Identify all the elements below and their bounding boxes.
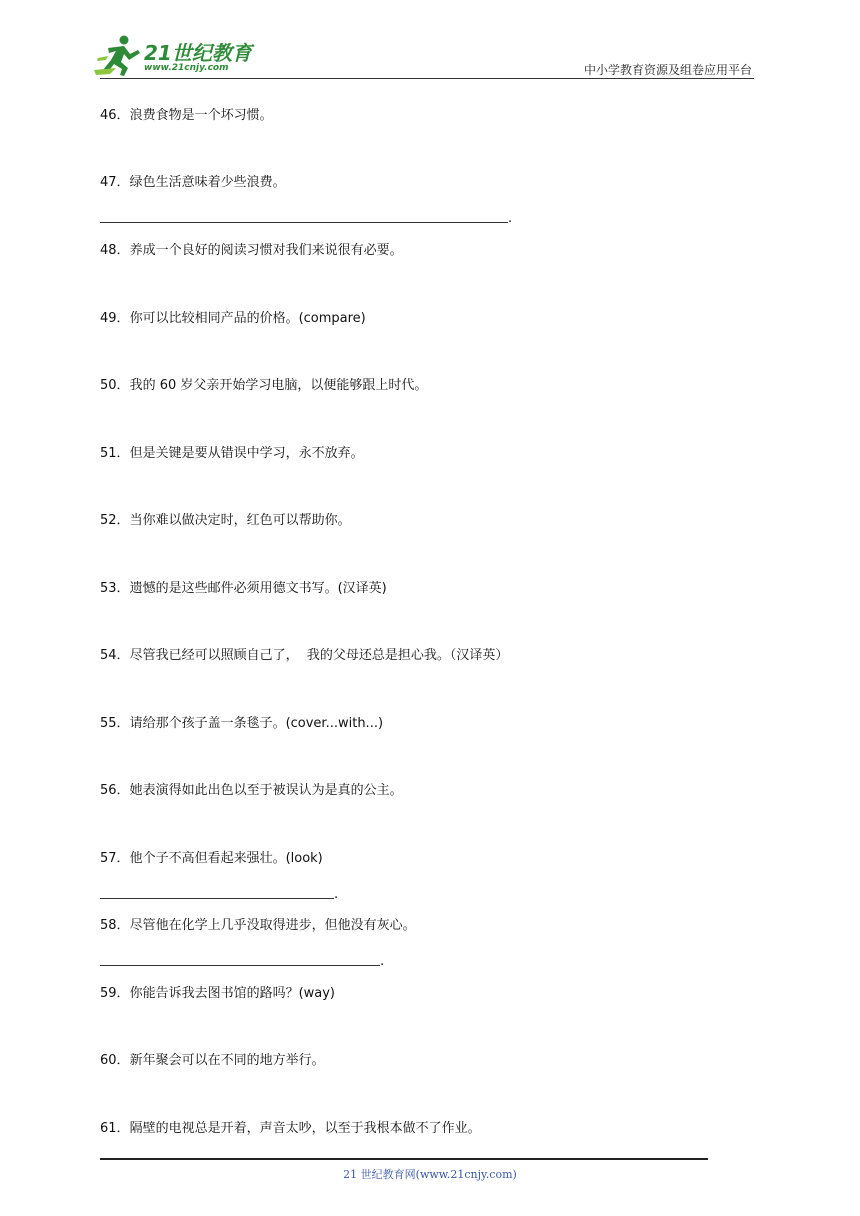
site-logo bbox=[94, 34, 254, 78]
question-text: 绿色生活意味着少些浪费。 bbox=[129, 175, 286, 190]
question-text: 她表演得如此出色以至于被误认为是真的公主。 bbox=[129, 783, 403, 798]
logo-url: www.21cnjy.com bbox=[144, 63, 229, 73]
question-number: 47 ． bbox=[100, 174, 130, 192]
question-text: 你能告诉我去图书馆的路吗？(way) bbox=[129, 986, 335, 1001]
question-61 bbox=[100, 1120, 481, 1138]
question-56 bbox=[100, 782, 403, 800]
question-number: 49 ． bbox=[100, 310, 130, 328]
question-number: 60 ． bbox=[100, 1052, 130, 1070]
question-text: 新年聚会可以在不同的地方举行。 bbox=[129, 1053, 325, 1068]
page-header bbox=[0, 0, 860, 80]
question-52 bbox=[100, 512, 351, 530]
question-60 bbox=[100, 1052, 325, 1070]
question-number: 57 ． bbox=[100, 850, 130, 868]
question-text: 遗憾的是这些邮件必须用德文书写。(汉译英) bbox=[129, 581, 387, 596]
question-number: 58 ． bbox=[100, 917, 130, 935]
answer-line-58[interactable] bbox=[100, 965, 380, 966]
question-number: 53 ． bbox=[100, 580, 130, 598]
question-number: 52 ． bbox=[100, 512, 130, 530]
question-55 bbox=[100, 715, 383, 733]
question-text: 我的 60 岁父亲开始学习电脑，以便能够跟上时代。 bbox=[129, 378, 428, 393]
question-53 bbox=[100, 580, 387, 598]
platform-label: 中小学教育资源及组卷应用平台 bbox=[583, 63, 752, 77]
answer-line-47[interactable] bbox=[100, 222, 508, 223]
question-number: 61 ． bbox=[100, 1120, 130, 1138]
question-text: 养成一个良好的阅读习惯对我们来说很有必要。 bbox=[129, 243, 403, 258]
question-text: 你可以比较相同产品的价格。(compare) bbox=[129, 311, 366, 326]
runner-logo-icon bbox=[94, 34, 144, 78]
question-59 bbox=[100, 985, 335, 1003]
answer-line-period: . bbox=[380, 954, 385, 969]
question-number: 51 ． bbox=[100, 445, 130, 463]
question-number: 55 ． bbox=[100, 715, 130, 733]
logo-wordmark: 21世纪教育 bbox=[144, 41, 252, 65]
answer-line-57[interactable] bbox=[100, 898, 334, 899]
question-text: 隔壁的电视总是开着，声音太吵，以至于我根本做不了作业。 bbox=[129, 1121, 481, 1136]
question-number: 56 ． bbox=[100, 782, 130, 800]
question-number: 54 ． bbox=[100, 647, 130, 665]
question-51 bbox=[100, 445, 364, 463]
footer-source-link[interactable]: 21 世纪教育网(www.21cnjy.com) bbox=[343, 1168, 517, 1181]
answer-line-period: . bbox=[508, 211, 513, 226]
question-number: 48 ． bbox=[100, 242, 130, 260]
question-number: 46 ． bbox=[100, 107, 130, 125]
answer-line-period: . bbox=[334, 887, 339, 902]
question-text: 浪费食物是一个坏习惯。 bbox=[129, 108, 273, 123]
question-57 bbox=[100, 850, 323, 868]
header-divider bbox=[100, 78, 754, 79]
question-49 bbox=[100, 310, 366, 328]
question-text: 请给那个孩子盖一条毯子。(cover...with...) bbox=[129, 716, 384, 731]
footer-divider bbox=[100, 1158, 708, 1160]
question-58 bbox=[100, 917, 416, 935]
question-47 bbox=[100, 174, 286, 192]
question-46 bbox=[100, 107, 273, 125]
question-number: 59 ． bbox=[100, 985, 130, 1003]
question-number: 50 ． bbox=[100, 377, 130, 395]
question-text: 但是关键是要从错误中学习，永不放弃。 bbox=[129, 446, 364, 461]
question-text: 当你难以做决定时，红色可以帮助你。 bbox=[129, 513, 351, 528]
question-50 bbox=[100, 377, 427, 395]
question-48 bbox=[100, 242, 403, 260]
question-54 bbox=[100, 647, 508, 665]
question-text: 尽管他在化学上几乎没取得进步，但他没有灰心。 bbox=[129, 918, 416, 933]
question-text: 尽管我已经可以照顾自己了， 我的父母还总是担心我。（汉译英） bbox=[129, 648, 509, 663]
question-text: 他个子不高但看起来强壮。(look) bbox=[129, 851, 323, 866]
